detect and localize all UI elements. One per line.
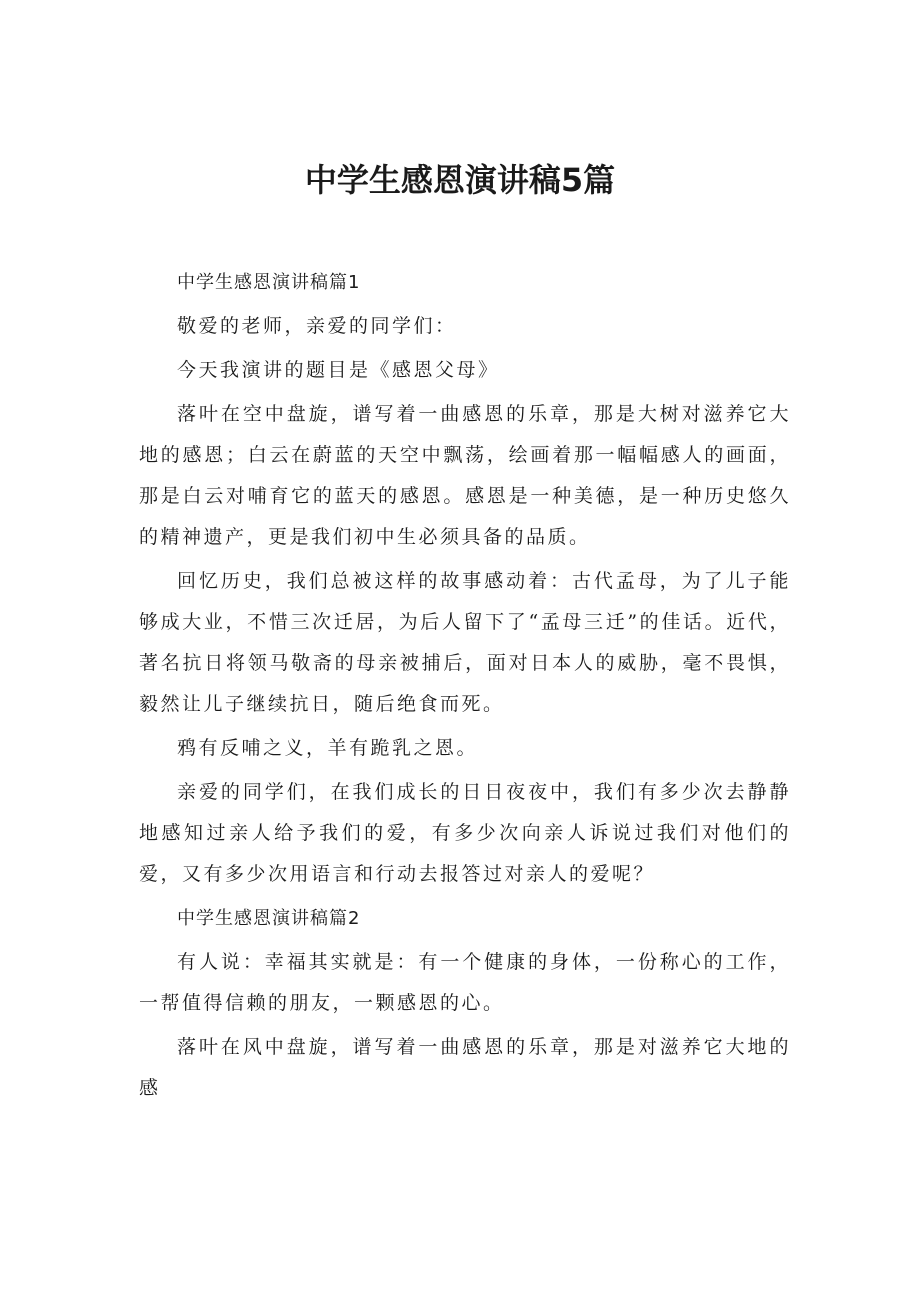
- body-paragraph: 落叶在风中盘旋，谱写着一曲感恩的乐章，那是对滋养它大地的感: [139, 1036, 791, 1099]
- body-paragraph: 回忆历史，我们总被这样的故事感动着：古代孟母，为了儿子能够成大业，不惜三次迁居，为后人留下了“孟母三迁”的佳话。近代，著名抗日将领马敬斋的母亲被捕后，面对日本人的威胁，毫不畏惧，毅然让儿子继续抗日，随后绝食而死。: [139, 570, 791, 715]
- section-heading-1: 中学生感恩演讲稿篇1: [177, 272, 361, 293]
- section-heading-2: 中学生感恩演讲稿篇2: [177, 908, 361, 929]
- body-paragraph: 落叶在空中盘旋，谱写着一曲感恩的乐章，那是大树对滋养它大地的感恩；白云在蔚蓝的天空中飘荡，绘画着那一幅幅感人的画面，那是白云对哺育它的蓝天的感恩。感恩是一种美德，是一种历史悠久的精神遗产，更是我们初中生必须具备的品质。: [139, 403, 791, 548]
- body-paragraph: 亲爱的同学们，在我们成长的日日夜夜中，我们有多少次去静静地感知过亲人给予我们的爱，有多少次向亲人诉说过我们对他们的爱，又有多少次用语言和行动去报答过对亲人的爱呢？: [139, 781, 791, 885]
- topic-paragraph: 今天我演讲的题目是《感恩父母》: [177, 359, 500, 381]
- proverb-paragraph: 鸦有反哺之义，羊有跪乳之恩。: [177, 737, 479, 759]
- body-paragraph: 有人说：幸福其实就是：有一个健康的身体，一份称心的工作，一帮值得信赖的朋友，一颗感恩的心。: [139, 951, 791, 1014]
- document-body: [139, 262, 791, 1109]
- document-title: 中学生感恩演讲稿5篇: [304, 161, 616, 199]
- greeting-paragraph: 敬爱的老师，亲爱的同学们：: [177, 315, 457, 337]
